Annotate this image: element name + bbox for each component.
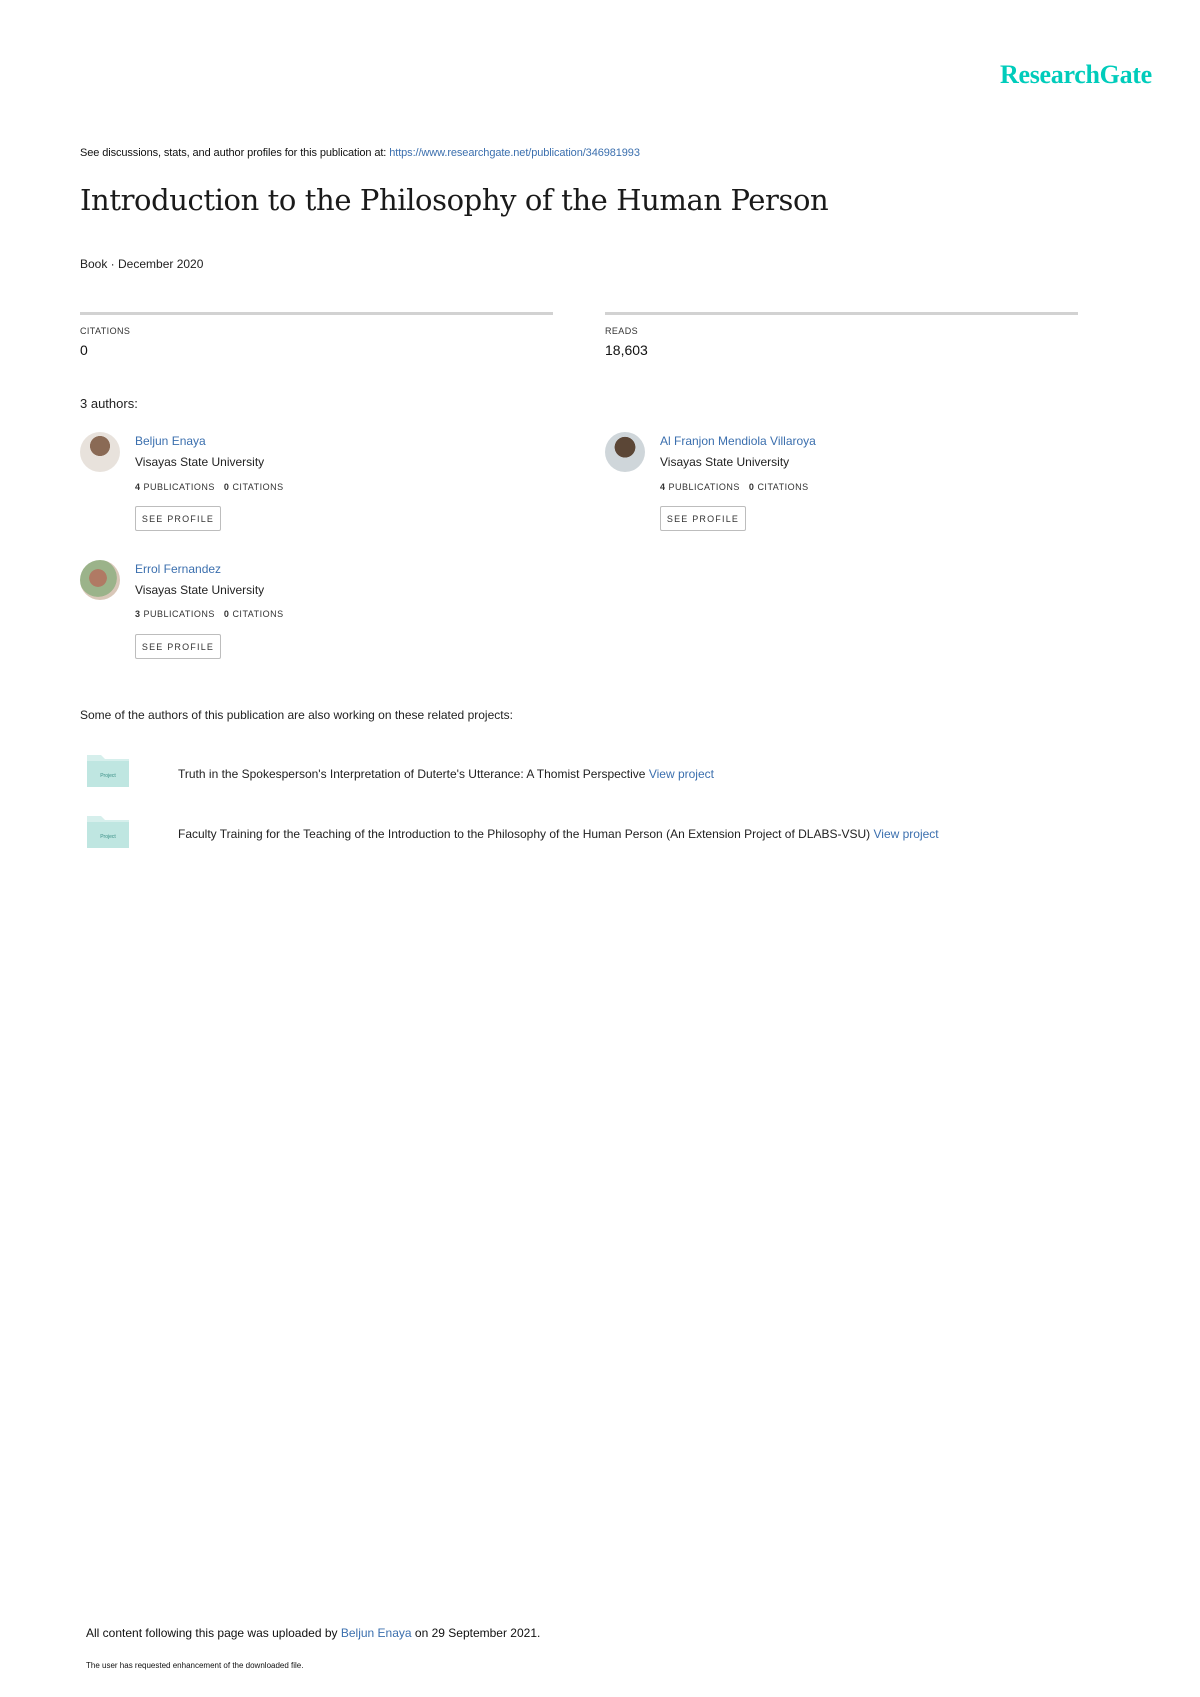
publication-url-link[interactable]: https://www.researchgate.net/publication/346981993 [389, 147, 640, 159]
upload-suffix: on 29 September 2021. [411, 1626, 541, 1640]
see-profile-button[interactable]: SEE PROFILE [135, 506, 221, 531]
avatar[interactable] [80, 560, 120, 600]
author-citations-label: CITATIONS [757, 482, 809, 492]
author-publications-label: PUBLICATIONS [143, 609, 215, 619]
view-project-link[interactable]: View project [648, 767, 714, 781]
author-publications-count: 4 [135, 482, 141, 492]
upload-info [86, 1626, 540, 1640]
download-note: The user has requested enhancement of the downloaded file. [86, 1661, 304, 1670]
author-stats [660, 482, 809, 492]
uploader-link[interactable]: Beljun Enaya [340, 1626, 412, 1640]
reads-value: 18,603 [605, 342, 648, 358]
avatar[interactable] [605, 432, 645, 472]
citations-divider [80, 312, 553, 315]
related-projects-label: Some of the authors of this publication are also working on these related projects: [80, 708, 513, 722]
project-folder-icon [86, 752, 130, 788]
author-publications-count: 3 [135, 609, 141, 619]
reads-label: READS [605, 326, 639, 336]
author-name-link[interactable]: Al Franjon Mendiola Villaroya [660, 434, 816, 448]
publication-type-date: Book · December 2020 [80, 257, 204, 271]
author-publications-label: PUBLICATIONS [668, 482, 740, 492]
project-title: Faculty Training for the Teaching of the Introduction to the Philosophy of the Human Person (An Extension Project of DLABS-VSU) [178, 827, 871, 841]
view-project-link[interactable]: View project [873, 827, 939, 841]
project-title: Truth in the Spokesperson's Interpretation of Duterte's Utterance: A Thomist Perspective [178, 767, 646, 781]
project-icon-text: Project [100, 773, 116, 779]
author-citations-count: 0 [223, 609, 230, 619]
reads-divider [605, 312, 1078, 315]
citations-label: CITATIONS [80, 326, 131, 336]
author-stats [135, 482, 284, 492]
citations-value: 0 [80, 342, 88, 358]
author-institution: Visayas State University [135, 455, 265, 469]
author-stats [135, 609, 284, 619]
author-institution: Visayas State University [660, 455, 790, 469]
see-profile-button[interactable]: SEE PROFILE [135, 634, 221, 659]
author-name-link[interactable]: Errol Fernandez [135, 562, 222, 576]
researchgate-logo[interactable]: ResearchGate [1000, 60, 1152, 89]
author-citations-count: 0 [223, 482, 230, 492]
author-citations-count: 0 [748, 482, 755, 492]
see-discussions-text: See discussions, stats, and author profiles for this publication at: [80, 147, 390, 159]
see-profile-button[interactable]: SEE PROFILE [660, 506, 746, 531]
author-publications-label: PUBLICATIONS [143, 482, 215, 492]
publication-url-line [80, 147, 640, 159]
author-citations-label: CITATIONS [232, 609, 284, 619]
author-name-link[interactable]: Beljun Enaya [135, 434, 206, 448]
author-publications-count: 4 [660, 482, 666, 492]
project-item [178, 767, 714, 781]
avatar[interactable] [80, 432, 120, 472]
upload-prefix: All content following this page was uploaded by [86, 1626, 341, 1640]
authors-count-label: 3 authors: [80, 396, 138, 411]
project-icon-text: Project [100, 834, 116, 840]
project-folder-icon [86, 813, 130, 849]
project-item [178, 827, 939, 841]
publication-title: Introduction to the Philosophy of the Human Person [80, 183, 829, 217]
author-institution: Visayas State University [135, 583, 265, 597]
author-citations-label: CITATIONS [232, 482, 284, 492]
